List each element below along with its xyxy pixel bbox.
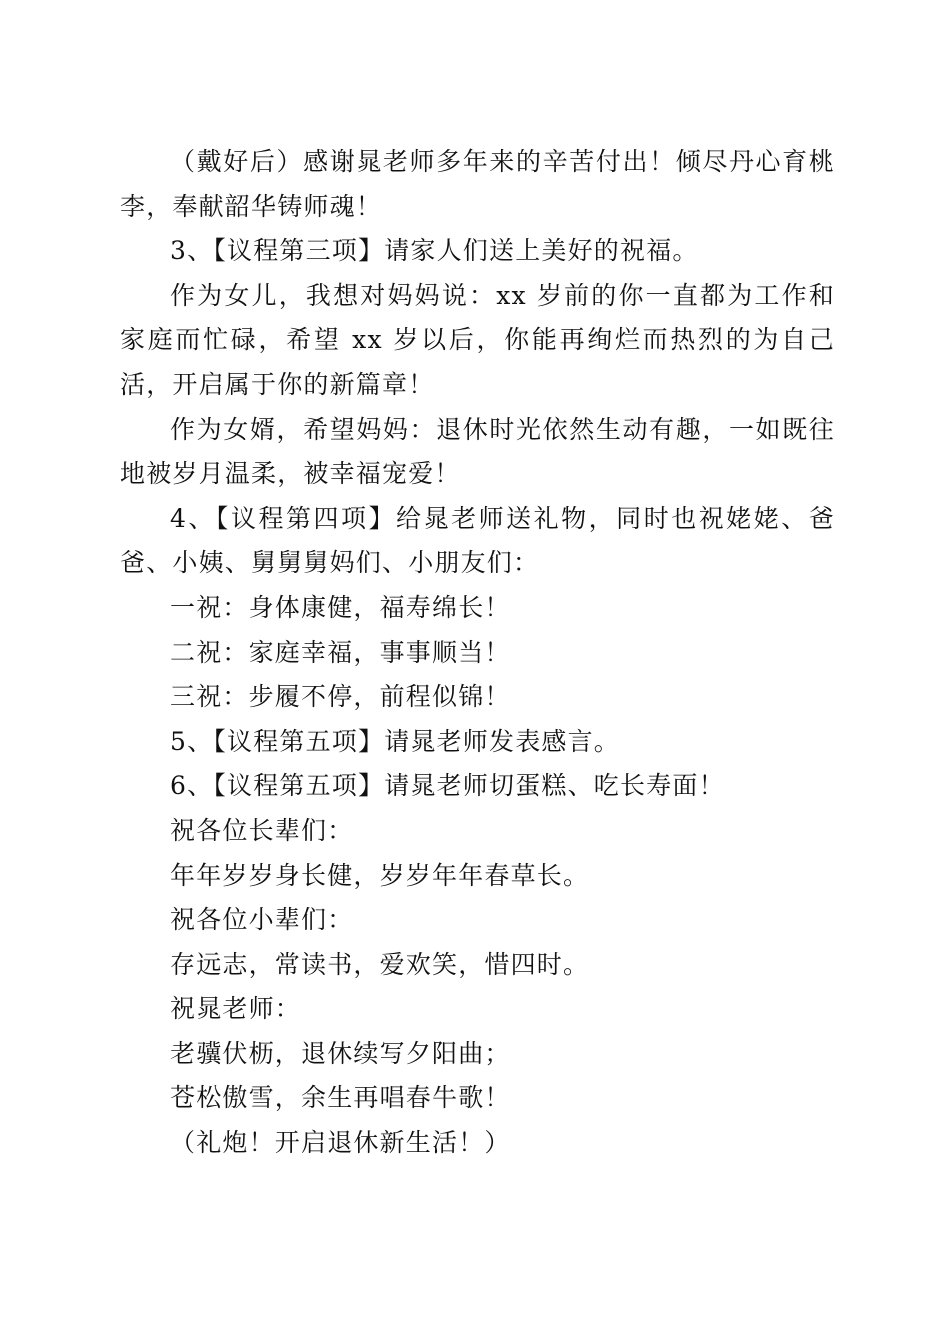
wish-line-1: 一祝：身体康健，福寿绵长！ xyxy=(170,592,511,622)
blessing-teacher-heading: 祝晁老师： xyxy=(170,994,302,1024)
paragraph-thanks: （戴好后）感谢晁老师多年来的辛苦付出！倾尽丹心育桃李，奉献韶华铸师魂！ xyxy=(120,147,835,221)
blessing-elders-line: 年年岁岁身长健，岁岁年年春草长。 xyxy=(170,860,590,890)
agenda-item-6: 6、【议程第五项】请晁老师切蛋糕、吃长寿面！ xyxy=(170,771,725,801)
blessing-elders-heading: 祝各位长辈们： xyxy=(170,815,354,845)
blessing-juniors-heading: 祝各位小辈们： xyxy=(170,905,354,935)
blessing-teacher-line-1: 老骥伏枥，退休续写夕阳曲； xyxy=(170,1038,511,1068)
blessing-juniors-line: 存远志，常读书，爱欢笑，惜四时。 xyxy=(170,949,590,979)
document-page xyxy=(120,140,835,1166)
agenda-item-3: 3、【议程第三项】请家人们送上美好的祝福。 xyxy=(170,236,699,266)
wish-line-3: 三祝：步履不停，前程似锦！ xyxy=(170,682,511,712)
closing-line: （礼炮！开启退休新生活！） xyxy=(170,1128,511,1158)
agenda-item-4: 4、【议程第四项】给晁老师送礼物，同时也祝姥姥、爸爸、小姨、舅舅舅妈们、小朋友们： xyxy=(120,503,835,578)
wish-line-2: 二祝：家庭幸福，事事顺当！ xyxy=(170,637,511,667)
agenda-item-5: 5、【议程第五项】请晁老师发表感言。 xyxy=(170,726,621,756)
paragraph-daughter-wish: 作为女儿，我想对妈妈说：xx 岁前的你一直都为工作和家庭而忙碌，希望 xx 岁以后，你能再绚烂而热烈的为自己活，开启属于你的新篇章！ xyxy=(120,280,835,399)
paragraph-son-in-law-wish: 作为女婿，希望妈妈：退休时光依然生动有趣，一如既往地被岁月温柔，被幸福宠爱！ xyxy=(120,414,835,489)
blessing-teacher-line-2: 苍松傲雪，余生再唱春牛歌！ xyxy=(170,1083,511,1113)
